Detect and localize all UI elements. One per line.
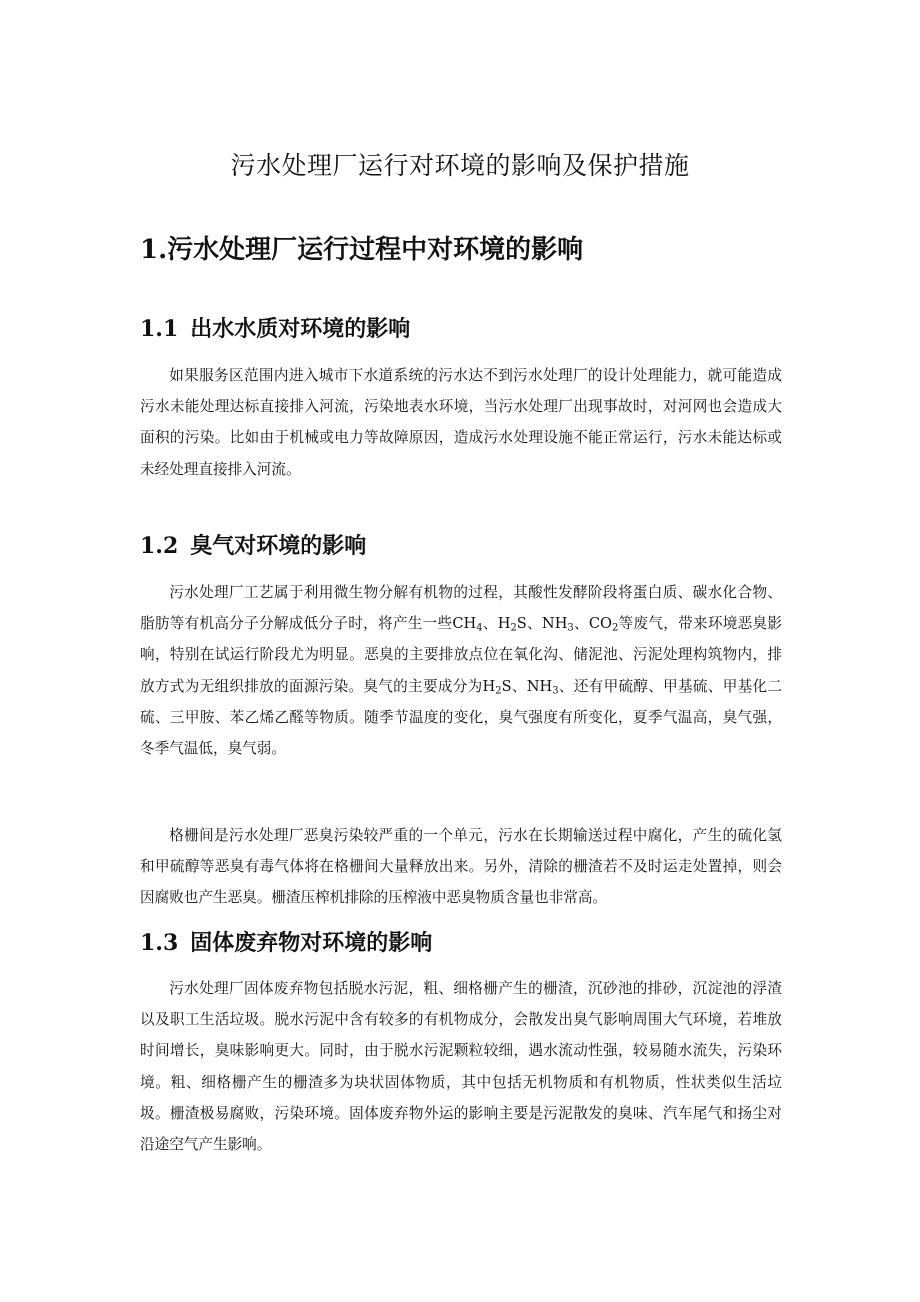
p1-text-a: 污水处理厂工艺属于利用微生物分解有机物的过程，其酸性发酵阶段将蛋白质、碳水化合物、脂肪等有机高分子分解成低分子时，将产生一些 [140,584,782,633]
section-1-3-title: 固体废弃物对环境的影响 [190,930,433,956]
formula-nh3: $NH_3$ [541,615,574,634]
section-1-1-heading [140,311,410,347]
section-1-2-title: 臭气对环境的影响 [190,533,367,559]
formula-h2s-b: $H_2S$ [482,677,512,697]
formula-h2s: $H_2S$ [497,615,527,634]
section-1-1-paragraph: 如果服务区范围内进入城市下水道系统的污水达不到污水处理厂的设计处理能力，就可能造成污水未能处理达标直接排入河流，污染地表水环境，当污水处理厂出现事故时，对河网也会造成大面积的污染。比如由于机械或电力等故障原因，造成污水处理设施不能正常运行，污水未能达标或未经处理直接排入河流。 [140,367,782,478]
document-title: 污水处理厂运行对环境的影响及保护措施 [230,151,690,180]
section-1-2-heading [140,528,366,564]
section-1-3-paragraph: 污水处理厂固体废弃物包括脱水污泥，粗、细格栅产生的栅渣，沉砂池的排砂，沉淀池的浮渣以及职工生活垃圾。脱水污泥中含有较多的有机物成分，会散发出臭气影响周围大气环境，若堆放时间增长，臭味影响更大。同时，由于脱水污泥颗粒较细，遇水流动性强，较易随水流失，污染环境。粗、细格栅产生的栅渣多为块状固体物质，其中包括无机物质和有机物质，性状类似生活垃圾。栅渣极易腐败，污染环境。固体废弃物外运的影响主要是污泥散发的臭味、汽车尾气和扬尘对沿途空气产生影响。 [140,980,782,1154]
formula-nh3-b: $NH_3$ [526,677,559,697]
formula-ch4: $CH_4$ [452,615,483,634]
section-1-heading: 1.污水处理厂运行过程中对环境的影响 [140,235,584,265]
section-1-2-paragraph-1: 污水处理厂工艺属于利用微生物分解有机物的过程，其酸性发酵阶段将蛋白质、碳水化合物、脂肪等有机高分子分解成低分子时，将产生一些$CH_4$、$H_2S$、$NH_3$、$CO_2$等废气，带来环境恶臭影响，特别在试运行阶段尤为明显。恶臭的主要排放点位在氧化沟、储泥池、污泥处理构筑物内，排放方式为无组织排放的面源污染。臭气的主要成分为$H_2S$、$NH_3$、还有甲硫醇、甲基硫、甲基化二硫、三甲胺、苯乙烯乙醛等物质。随季节温度的变化，臭气强度有所变化，夏季气温高，臭气强，冬季气温低，臭气弱。 [140,584,782,758]
section-1-1-title: 出水水质对环境的影响 [190,316,411,342]
section-1-2-number: 1.2 [140,533,179,559]
section-1-2-paragraph-2: 格栅间是污水处理厂恶臭污染较严重的一个单元，污水在长期输送过程中腐化，产生的硫化氢和甲硫醇等恶臭有毒气体将在格栅间大量释放出来。另外，清除的栅渣若不及时运走处置掉，则会因腐败也产生恶臭。栅渣压榨机排除的压榨液中恶臭物质含量也非常高。 [140,827,782,907]
p1-text-c: 、还有甲硫醇、甲基硫、甲基化二硫、三甲胺、苯乙烯乙醛等物质。随季节温度的变化，臭气强度有所变化，夏季气温高，臭气强，冬季气温低，臭气弱。 [140,677,782,758]
section-1-3-number: 1.3 [140,930,179,956]
p1-text-b: 等废气，带来环境恶臭影响，特别在试运行阶段尤为明显。恶臭的主要排放点位在氧化沟、储泥池、污泥处理构筑物内，排放方式为无组织排放的面源污染。臭气的主要成分为 [140,615,782,695]
section-1-3-heading [140,925,432,961]
formula-co2: $CO_2$ [588,615,619,634]
section-1-1-number: 1.1 [140,316,179,342]
